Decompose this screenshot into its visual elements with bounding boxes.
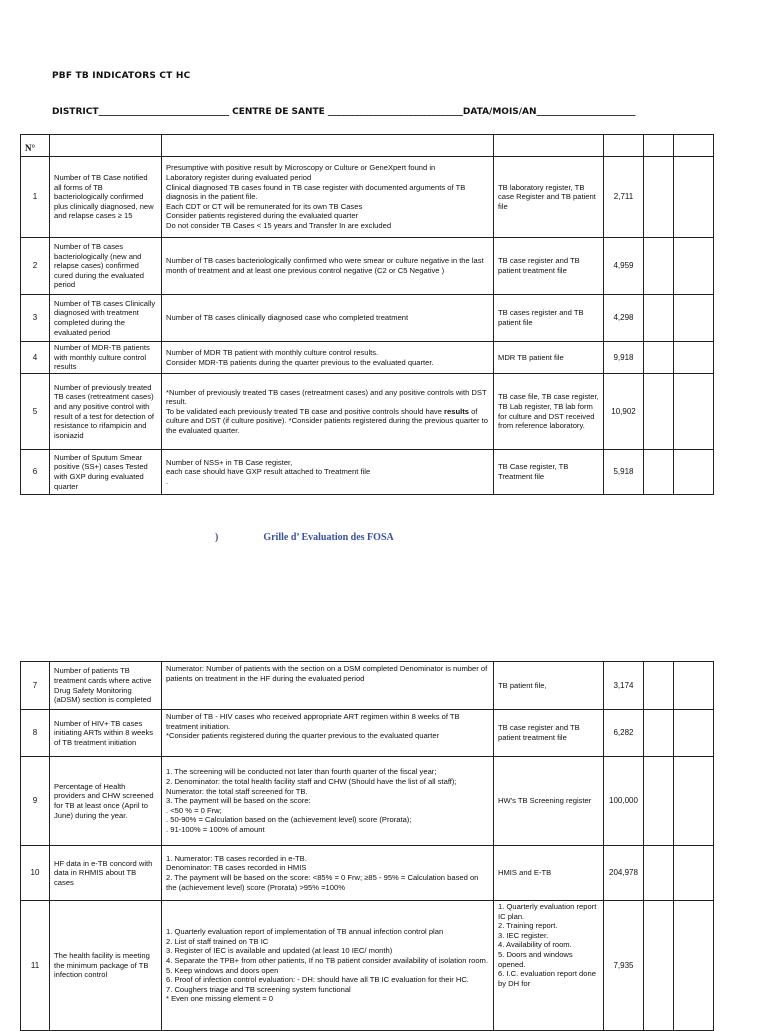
empty-cell[interactable] <box>674 846 714 901</box>
indicator-cell: Number of TB Case notified all forms of TB bacteriologically confirmed plus clinically diagnosed, new and relapse cases ≥ 15 <box>50 157 162 238</box>
indicator-cell: Number of TB cases Clinically diagnosed with treatment completed during the evaluated period <box>50 295 162 342</box>
table-row <box>21 157 714 238</box>
source-cell: TB case register and TB patient treatment file <box>494 710 604 757</box>
header-cell <box>644 135 674 157</box>
description-cell: Number of NSS+ in TB Case register, each case should have GXP result attached to Treatment file . <box>162 450 494 495</box>
table-row <box>21 662 714 710</box>
row-number: 5 <box>21 374 50 450</box>
row-number: 6 <box>21 450 50 495</box>
source-cell: 1. Quarterly evaluation report IC plan. 2. Training report. 3. IEC register. 4. Availability of room. 5. Doors and windows opened. 6. I.C. evaluation report done by DH for <box>494 901 604 1031</box>
grille-paren: ) <box>215 532 219 543</box>
header-cell <box>162 135 494 157</box>
description-cell: 1. The screening will be conducted not later than fourth quarter of the fiscal year; 2. Denominator: the total health facility staff and CHW (Should have the list of all staff); Numerator: the total staff screened for TB. 3. The payment will be based on the score: . <50 % = 0 Frw; . 50-90% = Calculation based on the (achievement level) score (Prorata); . 91-100% = 100% of amount <box>162 757 494 846</box>
table-row <box>21 450 714 495</box>
value-cell: 5,918 <box>604 450 644 495</box>
table-row <box>21 710 714 757</box>
source-cell: TB cases register and TB patient file <box>494 295 604 342</box>
empty-cell[interactable] <box>674 157 714 238</box>
header-cell <box>674 135 714 157</box>
value-cell: 7,935 <box>604 901 644 1031</box>
row-number: 7 <box>21 662 50 710</box>
source-cell: TB laboratory register, TB case Register and TB patient file <box>494 157 604 238</box>
grille-heading <box>215 532 394 543</box>
grille-title: Grille d’ Evaluation des FOSA <box>263 532 394 543</box>
table-row <box>21 295 714 342</box>
empty-cell[interactable] <box>674 710 714 757</box>
table-row <box>21 757 714 846</box>
empty-cell[interactable] <box>644 757 674 846</box>
description-bold-text: results <box>444 406 469 416</box>
value-cell: 4,298 <box>604 295 644 342</box>
empty-cell[interactable] <box>644 846 674 901</box>
value-cell: 4,959 <box>604 238 644 295</box>
empty-cell[interactable] <box>674 342 714 374</box>
empty-cell[interactable] <box>644 238 674 295</box>
value-cell: 100,000 <box>604 757 644 846</box>
description-cell: Number of TB cases bacteriologically confirmed who were smear or culture negative in the last month of treatment and at least one previous control negative (C2 or C5 Negative ) <box>162 238 494 295</box>
indicators-table-2 <box>20 661 714 1031</box>
description-cell: Number of TB - HIV cases who received appropriate ART regimen within 8 weeks of TB treatment initiation. *Consider patients registered during the quarter previous to the evaluated quarter <box>162 710 494 757</box>
empty-cell[interactable] <box>674 238 714 295</box>
description-cell: Number of MDR TB patient with monthly culture control results. Consider MDR-TB patients during the quarter previous to the evaluated quarter. <box>162 342 494 374</box>
empty-cell[interactable] <box>644 901 674 1031</box>
empty-cell[interactable] <box>644 662 674 710</box>
header-cell <box>50 135 162 157</box>
number-header: N° <box>21 135 50 157</box>
empty-cell[interactable] <box>644 710 674 757</box>
description-cell: Numerator: Number of patients with the section on a DSM completed Denominator is number of patients on treatment in the HF during the evaluated period <box>162 662 494 710</box>
value-cell: 3,174 <box>604 662 644 710</box>
header-cell <box>494 135 604 157</box>
district-field[interactable]: DISTRICT_____________________________ <box>52 107 229 117</box>
value-cell: 6,282 <box>604 710 644 757</box>
value-cell: 2,711 <box>604 157 644 238</box>
source-cell: HW's TB Screening register <box>494 757 604 846</box>
row-number: 9 <box>21 757 50 846</box>
page-title: PBF TB INDICATORS CT HC <box>52 71 191 81</box>
source-cell: TB Case register, TB Treatment file <box>494 450 604 495</box>
description-cell: 1. Numerator: TB cases recorded in e-TB. Denominator: TB cases recorded in HMIS 2. The payment will be based on the score: <85% = 0 Frw; ≥85 - 95% = Calculation based on the (achievement level) score (Prorata) >95% =100% <box>162 846 494 901</box>
table-row <box>21 901 714 1031</box>
indicator-cell: Number of MDR-TB patients with monthly culture control results <box>50 342 162 374</box>
indicator-cell: Number of HIV+ TB cases initiating ARTs within 8 weeks of TB treatment initiation <box>50 710 162 757</box>
empty-cell[interactable] <box>644 295 674 342</box>
empty-cell[interactable] <box>674 374 714 450</box>
value-cell: 204,978 <box>604 846 644 901</box>
description-cell: Presumptive with positive result by Microscopy or Culture or GeneXpert found in Laboratory register during evaluated period Clinical diagnosed TB cases found in TB case register with documented arguments of TB diagnosis in the patient file. Each CDT or CT will be remunerated for its own TB Cases Consider patients registered during the evaluated quarter Do not consider TB Cases < 15 years and Transfer In are excluded <box>162 157 494 238</box>
table-row <box>21 238 714 295</box>
source-cell: TB case register and TB patient treatment file <box>494 238 604 295</box>
description-text: *Number of previously treated TB cases (retreatment cases) and any positive controls with DST result. To be validated each previously treated TB case and positive controls should have <box>166 387 487 416</box>
source-cell: MDR TB patient file <box>494 342 604 374</box>
header-cell <box>604 135 644 157</box>
table-header-row <box>21 135 714 157</box>
empty-cell[interactable] <box>674 295 714 342</box>
table-row <box>21 374 714 450</box>
row-number: 2 <box>21 238 50 295</box>
empty-cell[interactable] <box>674 757 714 846</box>
empty-cell[interactable] <box>644 374 674 450</box>
header-fields <box>52 107 636 117</box>
empty-cell[interactable] <box>674 901 714 1031</box>
empty-cell[interactable] <box>674 450 714 495</box>
row-number: 11 <box>21 901 50 1031</box>
indicator-cell: Number of previously treated TB cases (retreatment cases) and any positive control with result of a test for detection of resistance to rifampicin and isoniazid <box>50 374 162 450</box>
description-cell <box>162 374 494 450</box>
value-cell: 9,918 <box>604 342 644 374</box>
row-number: 10 <box>21 846 50 901</box>
source-cell: TB case file, TB case register, TB Lab register, TB lab form for culture and DST received from reference laboratory. <box>494 374 604 450</box>
indicators-table-1 <box>20 134 714 495</box>
empty-cell[interactable] <box>644 450 674 495</box>
source-cell: HMIS and E-TB <box>494 846 604 901</box>
table-row <box>21 342 714 374</box>
indicator-cell: Number of Sputum Smear positive (SS+) cases Tested with GXP during evaluated quarter <box>50 450 162 495</box>
indicator-cell: The health facility is meeting the minimum package of TB infection control <box>50 901 162 1031</box>
empty-cell[interactable] <box>644 157 674 238</box>
date-field[interactable]: DATA/MOIS/AN______________________ <box>462 107 636 117</box>
row-number: 8 <box>21 710 50 757</box>
description-cell: 1. Quarterly evaluation report of implementation of TB annual infection control plan 2. List of staff trained on TB IC 3. Register of IEC is available and updated (at least 10 IEC/ month) 4. Separate the TPB+ from other patients, If no TB patient consider availability of isolation room. 5. Keep windows and doors open 6. Proof of infection control evaluation: - DH: should have all TB IC evaluation for their HC. 7. Coughers triage and TB screening system functional * Even one missing element = 0 <box>162 901 494 1031</box>
source-cell: TB patient file, <box>494 662 604 710</box>
table-row <box>21 846 714 901</box>
indicator-cell: Percentage of Health providers and CHW screened for TB at least once (April to June) during the year. <box>50 757 162 846</box>
row-number: 4 <box>21 342 50 374</box>
row-number: 3 <box>21 295 50 342</box>
value-cell: 10,902 <box>604 374 644 450</box>
description-cell: Number of TB cases clinically diagnosed case who completed treatment <box>162 295 494 342</box>
empty-cell[interactable] <box>674 662 714 710</box>
description-text: of culture and DST (if culture positive). *Consider patients registered during the previous quarter to the evaluated quarter. <box>166 406 488 435</box>
indicator-cell: HF data in e-TB concord with data in RHMIS about TB cases <box>50 846 162 901</box>
empty-cell[interactable] <box>644 342 674 374</box>
centre-field[interactable]: CENTRE DE SANTE ______________________________ <box>232 107 463 117</box>
indicator-cell: Number of patients TB treatment cards where active Drug Safety Monitoring (aDSM) section is completed <box>50 662 162 710</box>
indicator-cell: Number of TB cases bacteriologically (new and relapse cases) confirmed cured during the evaluated period <box>50 238 162 295</box>
row-number: 1 <box>21 157 50 238</box>
